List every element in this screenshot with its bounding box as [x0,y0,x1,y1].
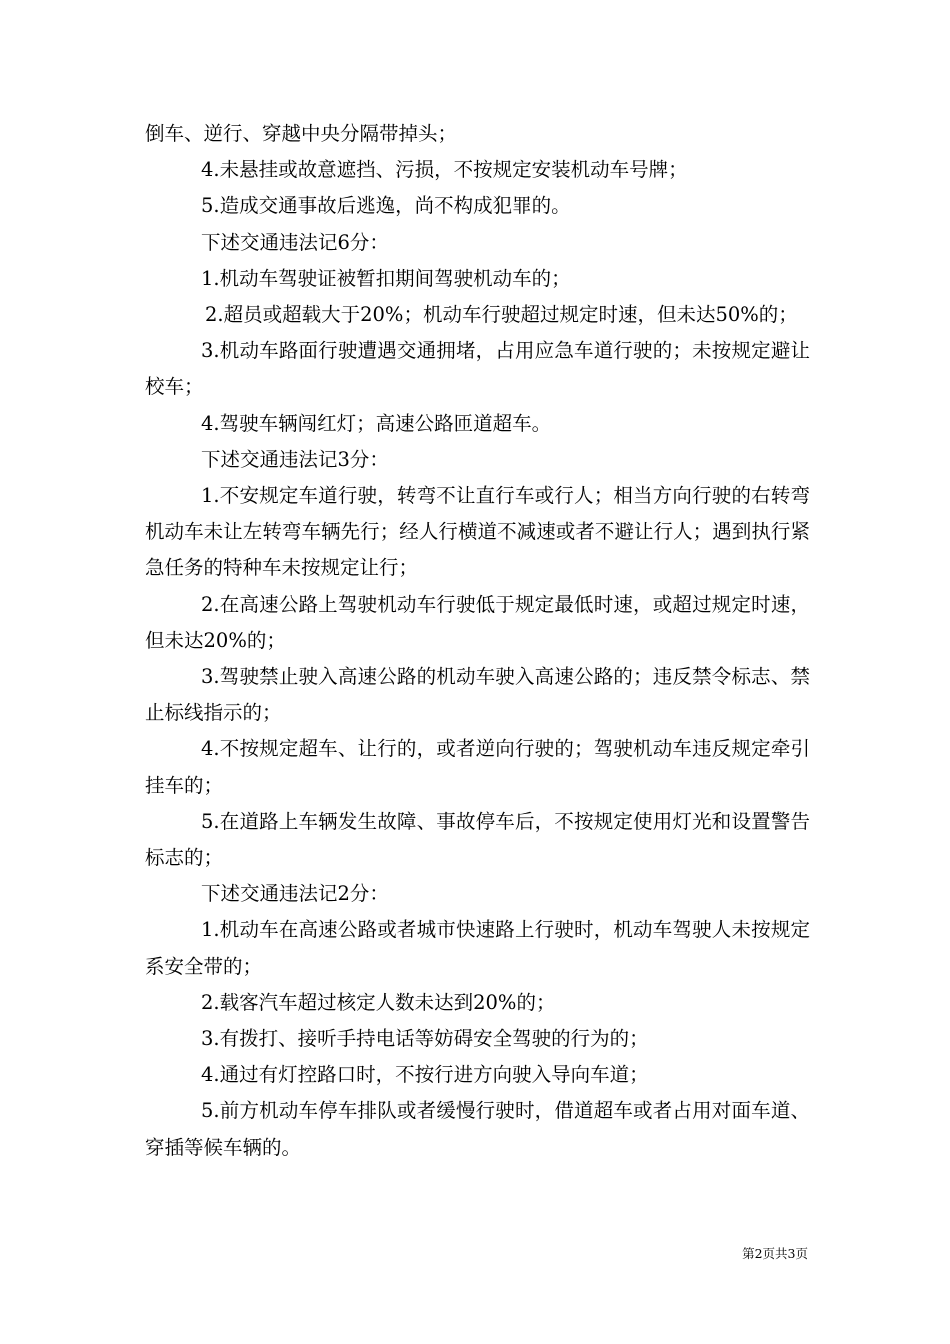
paragraph-continuation: 倒车、逆行、穿越中央分隔带掉头； [145,122,458,145]
paragraph-item-2-6pt: 2.超员或超载大于20%；机动车行驶超过规定时速，但未达50%的； [205,303,798,327]
section-heading-6pt: 下述交通违法记6分： [201,230,389,254]
paragraph-item-5-2pt: 5.前方机动车停车排队或者缓慢行驶时，借道超车或者占用对面车道、穿插等候车辆的。 [145,1099,810,1159]
paragraph-item-1-6pt: 1.机动车驾驶证被暂扣期间驾驶机动车的； [201,266,571,290]
paragraph-item-1-2pt: 1.机动车在高速公路或者城市快速路上行驶时，机动车驾驶人未按规定系安全带的； [145,918,810,978]
paragraph-item-3-6pt: 3.机动车路面行驶遭遇交通拥堵，占用应急车道行驶的；未按规定避让校车； [145,339,810,399]
paragraph-item-3-2pt: 3.有拨打、接听手持电话等妨碍安全驾驶的行为的； [201,1027,649,1051]
paragraph-item-4-6pt: 4.驾驶车辆闯红灯；高速公路匝道超车。 [201,411,552,435]
paragraph-item-4-2pt: 4.通过有灯控路口时，不按行进方向驶入导向车道； [201,1063,649,1087]
paragraph-item-3-3pt: 3.驾驶禁止驶入高速公路的机动车驶入高速公路的；违反禁令标志、禁止标线指示的； [145,665,810,725]
paragraph-item-5-12pt: 5.造成交通事故后逃逸，尚不构成犯罪的。 [201,194,571,218]
section-heading-3pt: 下述交通违法记3分： [201,447,389,471]
paragraph-item-2-2pt: 2.载客汽车超过核定人数未达到20%的； [201,990,556,1014]
paragraph-item-5-3pt: 5.在道路上车辆发生故障、事故停车后，不按规定使用灯光和设置警告标志的； [145,809,810,870]
document-body [145,116,810,1166]
paragraph-item-4-12pt: 4.未悬挂或故意遮挡、污损，不按规定安装机动车号牌； [201,158,688,182]
paragraph-item-1-3pt: 1.不安规定车道行驶，转弯不让直行车或行人；相当方向行驶的右转弯机动车未让左转弯车辆先行；经人行横道不减速或者不避让行人；遇到执行紧急任务的特种车未按规定让行； [145,484,810,580]
paragraph-item-4-3pt: 4.不按规定超车、让行的，或者逆向行驶的；驾驶机动车违反规定牵引挂车的； [145,737,810,797]
paragraph-item-2-3pt: 2.在高速公路上驾驶机动车行驶低于规定最低时速，或超过规定时速，但未达20%的； [145,592,810,652]
section-heading-2pt: 下述交通违法记2分： [201,882,389,906]
page-number-footer: 第2页共3页 [742,1246,808,1261]
